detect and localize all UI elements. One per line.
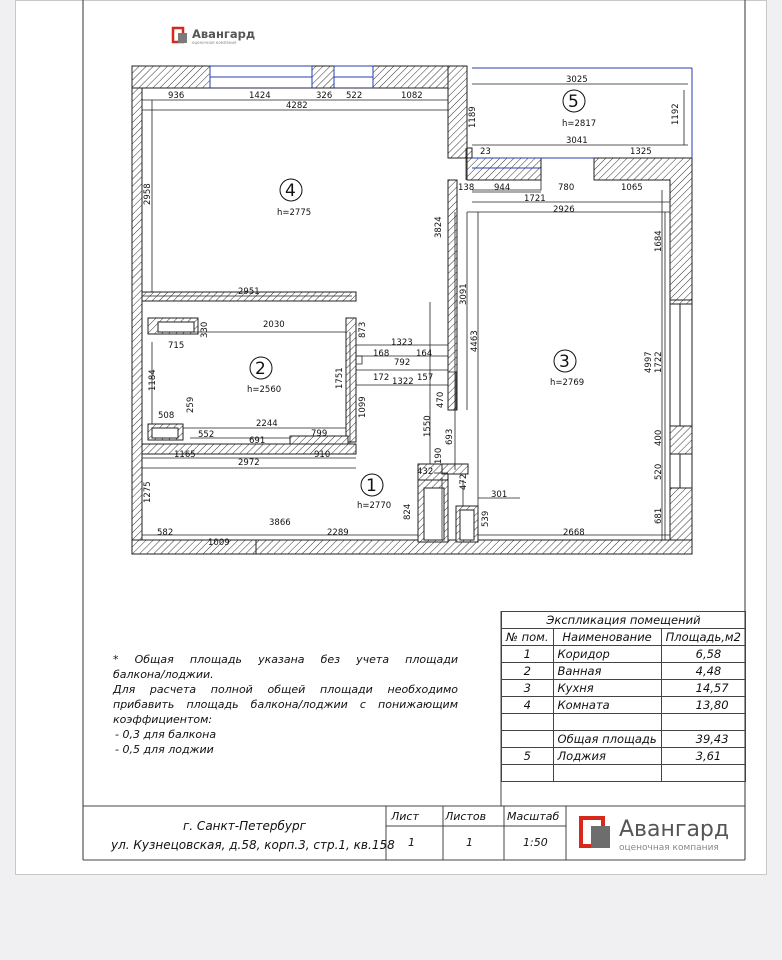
note-line-6: - 0,3 для балкона [115,728,217,741]
dim-873: 873 [358,321,368,338]
table-row [502,663,746,680]
stamp-address: ул. Кузнецовская, д.58, корп.3, стр.1, кв.158 [111,838,395,852]
dim-470: 470 [436,391,446,408]
stamp-sheet-label: Лист [391,810,419,823]
stamp-city: г. Санкт-Петербург [183,819,306,833]
table-row [502,646,746,663]
row-num [502,765,554,782]
dim-1684: 1684 [654,230,664,252]
row-name [553,765,661,782]
dim-1065: 1065 [621,183,643,193]
dim-1325: 1325 [630,147,652,157]
explication-table [501,611,746,782]
dim-190: 190 [434,447,444,464]
note-line-1: * Общая площадь указана без учета площади [113,653,458,666]
header-name: Наименование [553,629,661,646]
dim-1189: 1189 [468,106,478,128]
room-5-number: 5 [568,92,579,112]
notes [113,652,458,757]
dim-520: 520 [654,463,664,480]
stamp-sheet-value: 1 [408,836,415,849]
row-num: 1 [502,646,554,663]
dim-1192: 1192 [671,103,681,125]
room-2-number: 2 [255,359,266,379]
logo-small-name: Авангард [192,27,256,41]
stamp-sheets-label: Листов [445,810,487,823]
row-num: 5 [502,748,554,765]
dim-4463: 4463 [470,330,480,352]
row-num: 2 [502,663,554,680]
dim-715: 715 [168,341,185,351]
logo-large-name: Авангард [619,817,730,842]
dim-432: 432 [417,467,434,477]
dim-3041: 3041 [566,136,588,146]
stamp-sheets-value: 1 [466,836,473,849]
dim-1009: 1009 [208,538,230,548]
dim-2244: 2244 [256,419,278,429]
row-area: 6,58 [661,646,745,663]
row-area [661,714,745,731]
row-name [553,714,661,731]
row-name: Ванная [553,663,661,680]
row-name: Кухня [553,680,661,697]
room-1-height: h=2770 [357,501,392,511]
logo-large-tagline: оценочная компания [619,843,719,853]
dim-1424: 1424 [249,91,271,101]
room-5-height: h=2817 [562,119,597,129]
table-row [502,697,746,714]
dim-552: 552 [198,430,215,440]
row-name: Коридор [553,646,661,663]
dim-326: 326 [316,91,333,101]
dim-472: 472 [459,473,469,490]
dim-582: 582 [157,528,174,538]
dim-824: 824 [403,503,413,520]
dim-780: 780 [558,183,575,193]
dim-1323: 1323 [391,338,413,348]
table-row [502,731,746,748]
dim-792: 792 [394,358,411,368]
dim-400: 400 [654,429,664,446]
row-area: 14,57 [661,680,745,697]
note-line-4: прибавить площадь балкона/лоджии с понижающим [113,698,458,711]
dim-3866: 3866 [269,518,291,528]
note-line-3: Для расчета полной общей площади необходимо [113,683,458,696]
dim-691: 691 [249,436,266,446]
dim-2030: 2030 [263,320,285,330]
dim-259: 259 [186,396,196,413]
row-area: 3,61 [661,748,745,765]
dim-3824: 3824 [434,216,444,238]
logo-small [173,27,255,45]
dim-2668: 2668 [563,528,585,538]
dim-1165: 1165 [174,450,196,460]
stamp-scale-value: 1:50 [523,836,548,849]
room-4-number: 4 [285,181,296,201]
dim-1550: 1550 [423,415,433,437]
dim-1082: 1082 [401,91,423,101]
dim-4282: 4282 [286,101,308,111]
dim-910: 910 [314,450,331,460]
row-area: 13,80 [661,697,745,714]
dim-936: 936 [168,91,185,101]
dim-168: 168 [373,349,390,359]
row-area [661,765,745,782]
stamp-scale-label: Масштаб [507,810,560,823]
dimension-texts [143,75,681,548]
dim-508: 508 [158,411,175,421]
dimension-lines [142,84,688,540]
dim-1722: 1722 [654,351,664,373]
dim-539: 539 [481,510,491,527]
row-num: 4 [502,697,554,714]
dim-2958: 2958 [143,183,153,205]
dim-138: 138 [458,183,475,193]
table-row [502,680,746,697]
room-3-number: 3 [559,352,570,372]
dim-1751: 1751 [335,367,345,389]
dim-23: 23 [480,147,491,157]
dim-3091: 3091 [459,283,469,305]
table-row [502,748,746,765]
note-line-7: - 0,5 для лоджии [115,743,214,756]
table-row [502,714,746,731]
walls [132,66,692,554]
dim-301: 301 [491,490,508,500]
row-num [502,731,554,748]
dim-522: 522 [346,91,363,101]
dim-330: 330 [200,321,210,338]
logo-small-tagline: оценочная компания [192,40,237,45]
table-row [502,765,746,782]
explication-title: Экспликация помещений [502,612,746,629]
row-name: Общая площадь [553,731,661,748]
dim-172: 172 [373,373,390,383]
row-num: 3 [502,680,554,697]
header-num: № пом. [502,629,554,646]
dim-693: 693 [445,428,455,445]
room-4-height: h=2775 [277,208,312,218]
note-line-2: балкона/лоджии. [113,668,214,681]
dim-2951: 2951 [238,287,260,297]
dim-2289: 2289 [327,528,349,538]
dim-799: 799 [311,429,328,439]
note-line-5: коэффициентом: [113,713,213,726]
logo-large [581,817,729,853]
dim-2972: 2972 [238,458,260,468]
row-area: 39,43 [661,731,745,748]
dim-157: 157 [417,373,434,383]
row-area: 4,48 [661,663,745,680]
room-3-height: h=2769 [550,378,585,388]
room-1-number: 1 [366,476,377,496]
row-num [502,714,554,731]
dim-944: 944 [494,183,511,193]
dim-1275: 1275 [143,481,153,503]
dim-2926: 2926 [553,205,575,215]
dim-1184: 1184 [148,369,158,391]
row-name: Лоджия [553,748,661,765]
dim-164: 164 [416,349,433,359]
dim-4997: 4997 [644,351,654,373]
dim-681: 681 [654,507,664,524]
row-name: Комната [553,697,661,714]
dim-3025: 3025 [566,75,588,85]
dim-1099: 1099 [358,396,368,418]
dim-1721: 1721 [524,194,546,204]
header-area: Площадь,м2 [661,629,745,646]
room-2-height: h=2560 [247,385,282,395]
dim-1322: 1322 [392,377,414,387]
